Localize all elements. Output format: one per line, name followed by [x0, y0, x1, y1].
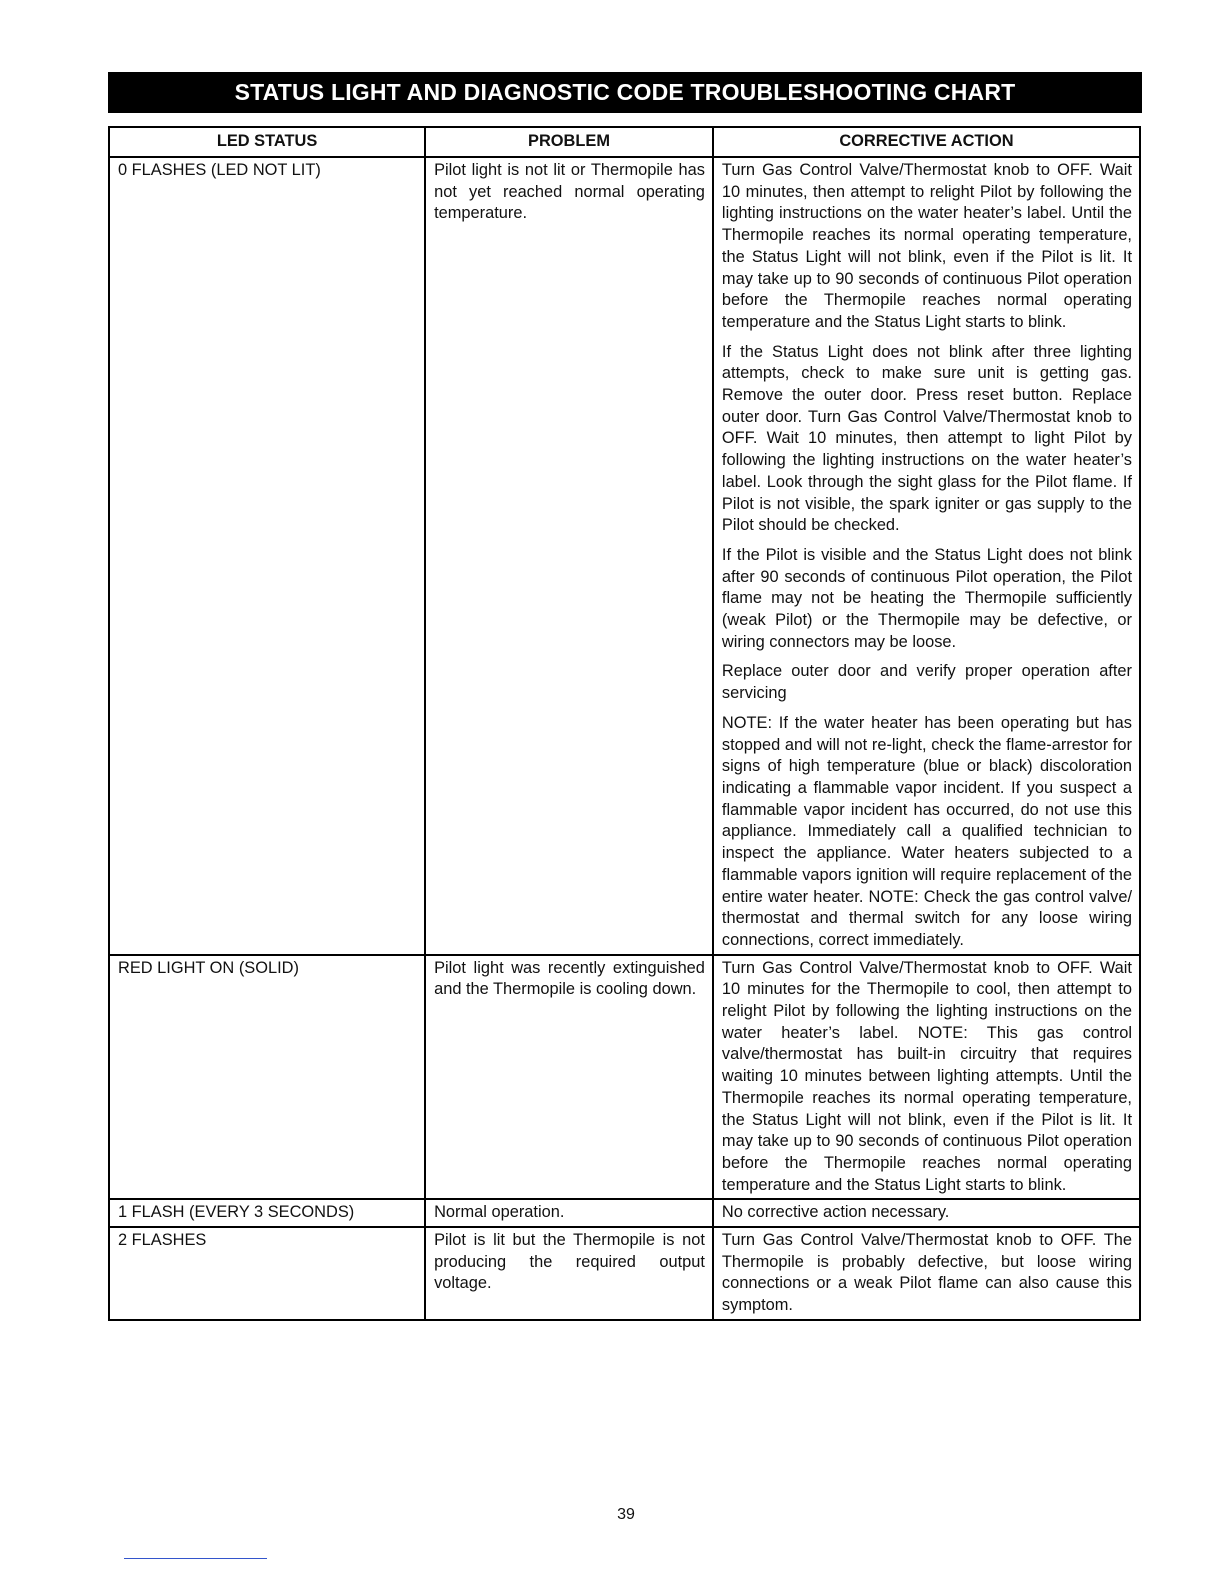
footer-divider: [124, 1558, 267, 1559]
table-row: [109, 1227, 1140, 1320]
table-row: [109, 955, 1140, 1200]
problem-cell: Pilot is lit but the Thermopile is not producing the required output voltage.: [425, 1227, 713, 1320]
page-number: 39: [617, 1506, 635, 1523]
action-paragraph: If the Status Light does not blink after three lighting attempts, check to make sure unit is getting gas. Remove the outer door. Press reset button. Replace outer door. Turn Gas Control Valve/Thermostat knob to OFF. Wait 10 minutes, then attempt to light Pilot by following the lighting instructions on the water heater’s label. Look through the sight glass for the Pilot flame. If Pilot is not visible, the spark igniter or gas supply to the Pilot should be checked.: [721, 342, 1132, 535]
chart-title: STATUS LIGHT AND DIAGNOSTIC CODE TROUBLESHOOTING CHART: [108, 72, 1142, 113]
led-status-cell: RED LIGHT ON (SOLID): [109, 955, 425, 1200]
action-paragraph: No corrective action necessary.: [721, 1203, 950, 1222]
table-row: [109, 1199, 1140, 1227]
action-paragraph: Turn Gas Control Valve/Thermostat knob to OFF. Wait 10 minutes, then attempt to relight Pilot by following the lighting instructions on the water heater’s label. Until the Thermopile reaches its normal operating temperature, the Status Light will not blink, even if the Pilot is lit. It may take up to 90 seconds of continuous Pilot operation before the Thermopile reaches normal operating temperature and the Status Light starts to blink.: [721, 161, 1132, 331]
action-paragraph: Replace outer door and verify proper operation after servicing: [721, 662, 1132, 703]
led-status-cell: 0 FLASHES (LED NOT LIT): [109, 157, 425, 955]
table-row: [109, 157, 1140, 955]
problem-cell: Pilot light was recently extinguished and the Thermopile is cooling down.: [425, 955, 713, 1200]
action-paragraph: Turn Gas Control Valve/Thermostat knob to OFF. The Thermopile is probably defective, but loose wiring connections or a weak Pilot flame can also cause this symptom.: [721, 1231, 1132, 1315]
action-paragraph: NOTE: If the water heater has been operating but has stopped and will not re-light, check the flame-arrestor for signs of high temperature (blue or black) discoloration indicating a flammable vapor incident. If you suspect a flammable vapor incident has occurred, do not use this appliance. Immediately call a qualified technician to inspect the appliance. Water heaters subjected to a flammable vapors ignition will require replacement of the entire water heater. NOTE: Check the gas control valve/ thermostat and thermal switch for any loose wiring connections, correct immediately.: [721, 713, 1132, 949]
action-paragraph: Turn Gas Control Valve/Thermostat knob to OFF. Wait 10 minutes for the Thermopile to cool, then attempt to relight Pilot by following the lighting instructions on the water heater’s label. NOTE: This gas control valve/thermostat has built-in circuitry that requires waiting 10 minutes between lighting attempts. Until the Thermopile reaches its normal operating temperature, the Status Light will not blink, even if the Pilot is lit. It may take up to 90 seconds of continuous Pilot operation before the Thermopile reaches normal operating temperature and the Status Light starts to blink.: [721, 958, 1132, 1194]
header-problem: PROBLEM: [425, 127, 713, 157]
problem-cell: Pilot light is not lit or Thermopile has not yet reached normal operating temperature.: [425, 157, 713, 955]
corrective-action-cell: [713, 157, 1140, 955]
corrective-action-cell: [713, 1227, 1140, 1320]
table-header-row: [109, 127, 1140, 157]
troubleshooting-table: [108, 126, 1141, 1321]
corrective-action-cell: [713, 1199, 1140, 1227]
led-status-cell: 2 FLASHES: [109, 1227, 425, 1320]
header-corrective-action: CORRECTIVE ACTION: [713, 127, 1140, 157]
corrective-action-cell: [713, 955, 1140, 1200]
led-status-cell: 1 FLASH (EVERY 3 SECONDS): [109, 1199, 425, 1227]
problem-cell: Normal operation.: [425, 1199, 713, 1227]
action-paragraph: If the Pilot is visible and the Status Light does not blink after 90 seconds of continuous Pilot operation, the Pilot flame may not be heating the Thermopile sufficiently (weak Pilot) or the Thermopile may be defective, or wiring connectors may be loose.: [721, 545, 1132, 651]
header-led-status: LED STATUS: [109, 127, 425, 157]
